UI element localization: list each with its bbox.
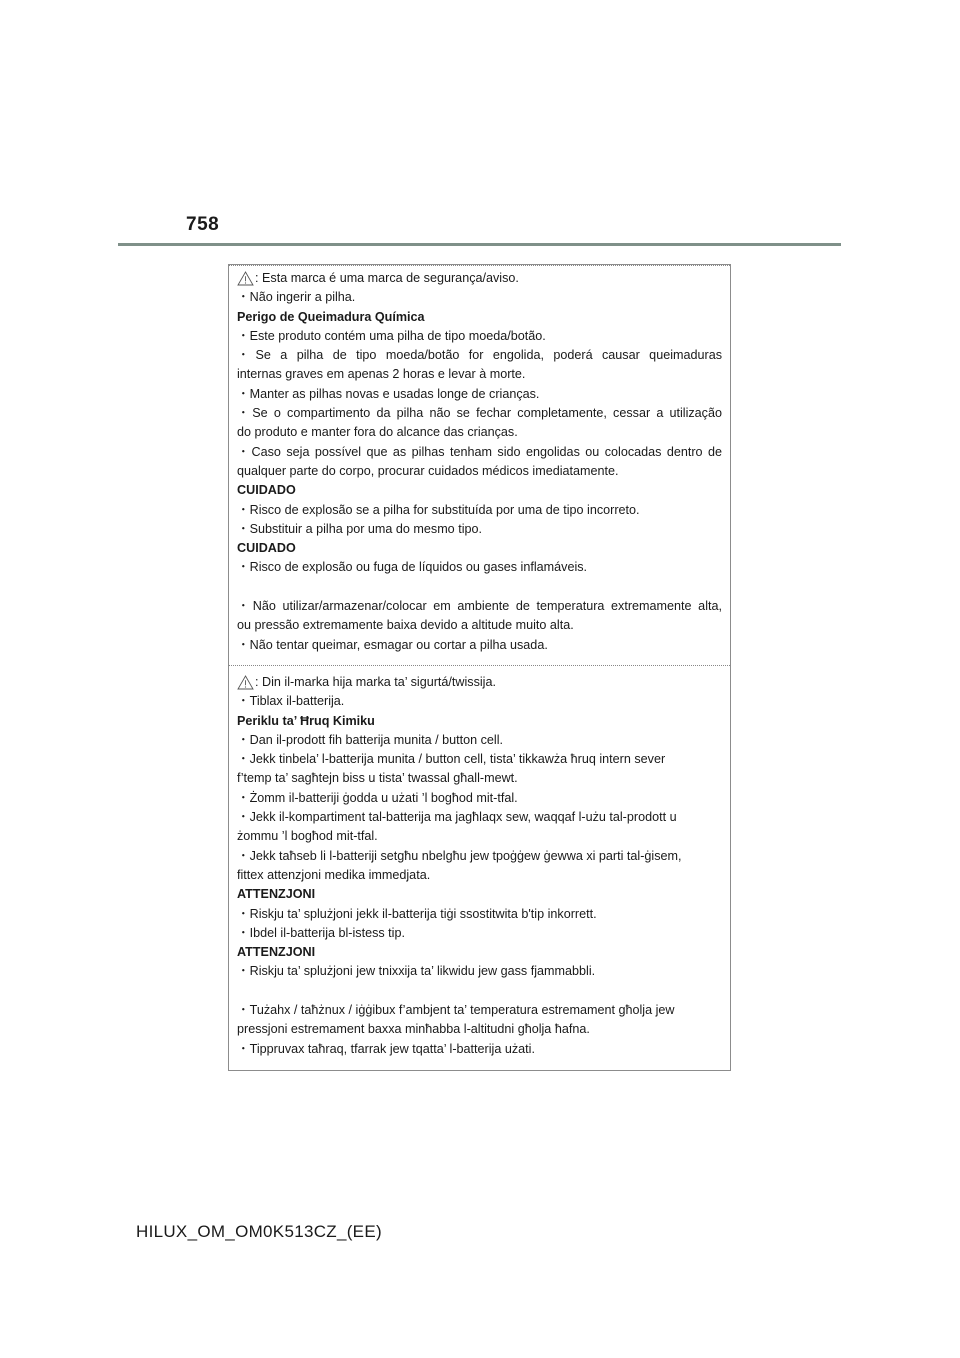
warning-text-line: pressjoni estremament baxxa minħabba l-altitudni għolja ħafna. [237, 1022, 590, 1037]
warning-text-line: ・Este produto contém uma pilha de tipo moeda/botão. [237, 328, 546, 343]
warning-text-line: f’temp ta’ sagħtejn biss u tista’ twassal għall-mewt. [237, 771, 518, 786]
portuguese-warning-lines [237, 288, 722, 655]
maltese-warning-lines [237, 692, 722, 1059]
warning-text-line: ・Não utilizar/armazenar/colocar em ambiente de temperatura extremamente alta, [237, 599, 722, 614]
warning-text-line: ・Riskju ta’ splużjoni jew tnixxija ta’ likwidu jew gass fjammabbli. [237, 964, 596, 979]
warning-text-line: ・Risco de explosão ou fuga de líquidos ou gases inflamáveis. [237, 560, 588, 575]
blank-line [237, 982, 722, 1001]
warning-triangle-icon [237, 675, 254, 690]
section-heading: ATTENZJONI [237, 945, 316, 960]
footer-document-code: HILUX_OM_OM0K513CZ_(EE) [136, 1222, 382, 1241]
box-top-rule [229, 265, 730, 266]
warning-text-line: do produto e manter fora do alcance das crianças. [237, 425, 518, 440]
page-number: 758 [186, 214, 220, 235]
warning-text-line: ・Jekk il-kompartiment tal-batterija ma jagħlaqx sew, waqqaf l-użu tal-prodott u [237, 810, 677, 825]
warning-text-line: ・Ibdel il-batterija bl-istess tip. [237, 925, 405, 940]
warning-text-line: ・Tiblax il-batterija. [237, 694, 345, 709]
header-rule [118, 243, 841, 246]
section-heading: CUIDADO [237, 541, 296, 556]
maltese-warning-intro-text: : Din il-marka hija marka ta’ sigurtá/twissija. [255, 675, 496, 689]
warning-text-line: ・Tippruvax taħraq, tfarrak jew tqatta’ l-batterija użati. [237, 1041, 535, 1056]
section-heading: ATTENZJONI [237, 887, 316, 902]
battery-warning-box [228, 264, 731, 1071]
warning-text-line: ・Jekk taħseb li l-batteriji setgħu nbelgħu jew tpoġġew ġewwa xi parti tal-ġisem, [237, 848, 682, 863]
maltese-warning-section [237, 673, 722, 1059]
section-heading: CUIDADO [237, 483, 296, 498]
warning-text-line: żommu ’l bogħod mit-tfal. [237, 829, 378, 844]
warning-text-line: ・Não tentar queimar, esmagar ou cortar a pilha usada. [237, 637, 548, 652]
warning-text-line: internas graves em apenas 2 horas e levar à morte. [237, 367, 526, 382]
portuguese-warning-intro [237, 269, 722, 288]
warning-text-line: ・Riskju ta’ splużjoni jekk il-batterija tiġi ssostitwita b'tip inkorrett. [237, 906, 597, 921]
warning-text-line: ・Żomm il-batteriji ġodda u użati ’l bogħod mit-tfal. [237, 790, 518, 805]
section-heading: Perigo de Queimadura Química [237, 309, 425, 324]
warning-text-line: qualquer parte do corpo, procurar cuidados médicos imediatamente. [237, 463, 619, 478]
warning-text-line: ou pressão extremamente baixa devido a altitude muito alta. [237, 618, 574, 633]
warning-text-line: ・Manter as pilhas novas e usadas longe de crianças. [237, 386, 540, 401]
warning-text-line: ・Caso seja possível que as pilhas tenham sido engolidas ou colocadas dentro de [237, 444, 722, 459]
warning-text-line: ・Dan il-prodott fih batterija munita / button cell. [237, 732, 503, 747]
section-heading: Periklu ta’ Ħruq Kimiku [237, 713, 375, 728]
warning-text-line: ・Se o compartimento da pilha não se fechar completamente, cessar a utilização [237, 406, 722, 421]
warning-text-line: ・Tużahx / taħżnux / iġġibux f’ambjent ta’ temperatura estremament għolja jew [237, 1003, 675, 1018]
language-divider [229, 665, 730, 666]
portuguese-warning-intro-text: : Esta marca é uma marca de segurança/aviso. [255, 271, 519, 285]
warning-text-line: ・Jekk tinbela’ l-batterija munita / button cell, tista’ tikkawża ħruq intern sever [237, 752, 666, 767]
blank-line [237, 578, 722, 597]
warning-triangle-icon [237, 271, 254, 286]
warning-text-line: ・Risco de explosão se a pilha for substituída por uma de tipo incorreto. [237, 502, 640, 517]
warning-text-line: ・Não ingerir a pilha. [237, 290, 356, 305]
warning-text-line: fittex attenzjoni medika immedjata. [237, 867, 431, 882]
maltese-warning-intro [237, 673, 722, 692]
warning-text-line: ・Se a pilha de tipo moeda/botão for engolida, poderá causar queimaduras [237, 348, 722, 363]
portuguese-warning-section [237, 269, 722, 655]
warning-text-line: ・Substituir a pilha por uma do mesmo tipo. [237, 521, 482, 536]
